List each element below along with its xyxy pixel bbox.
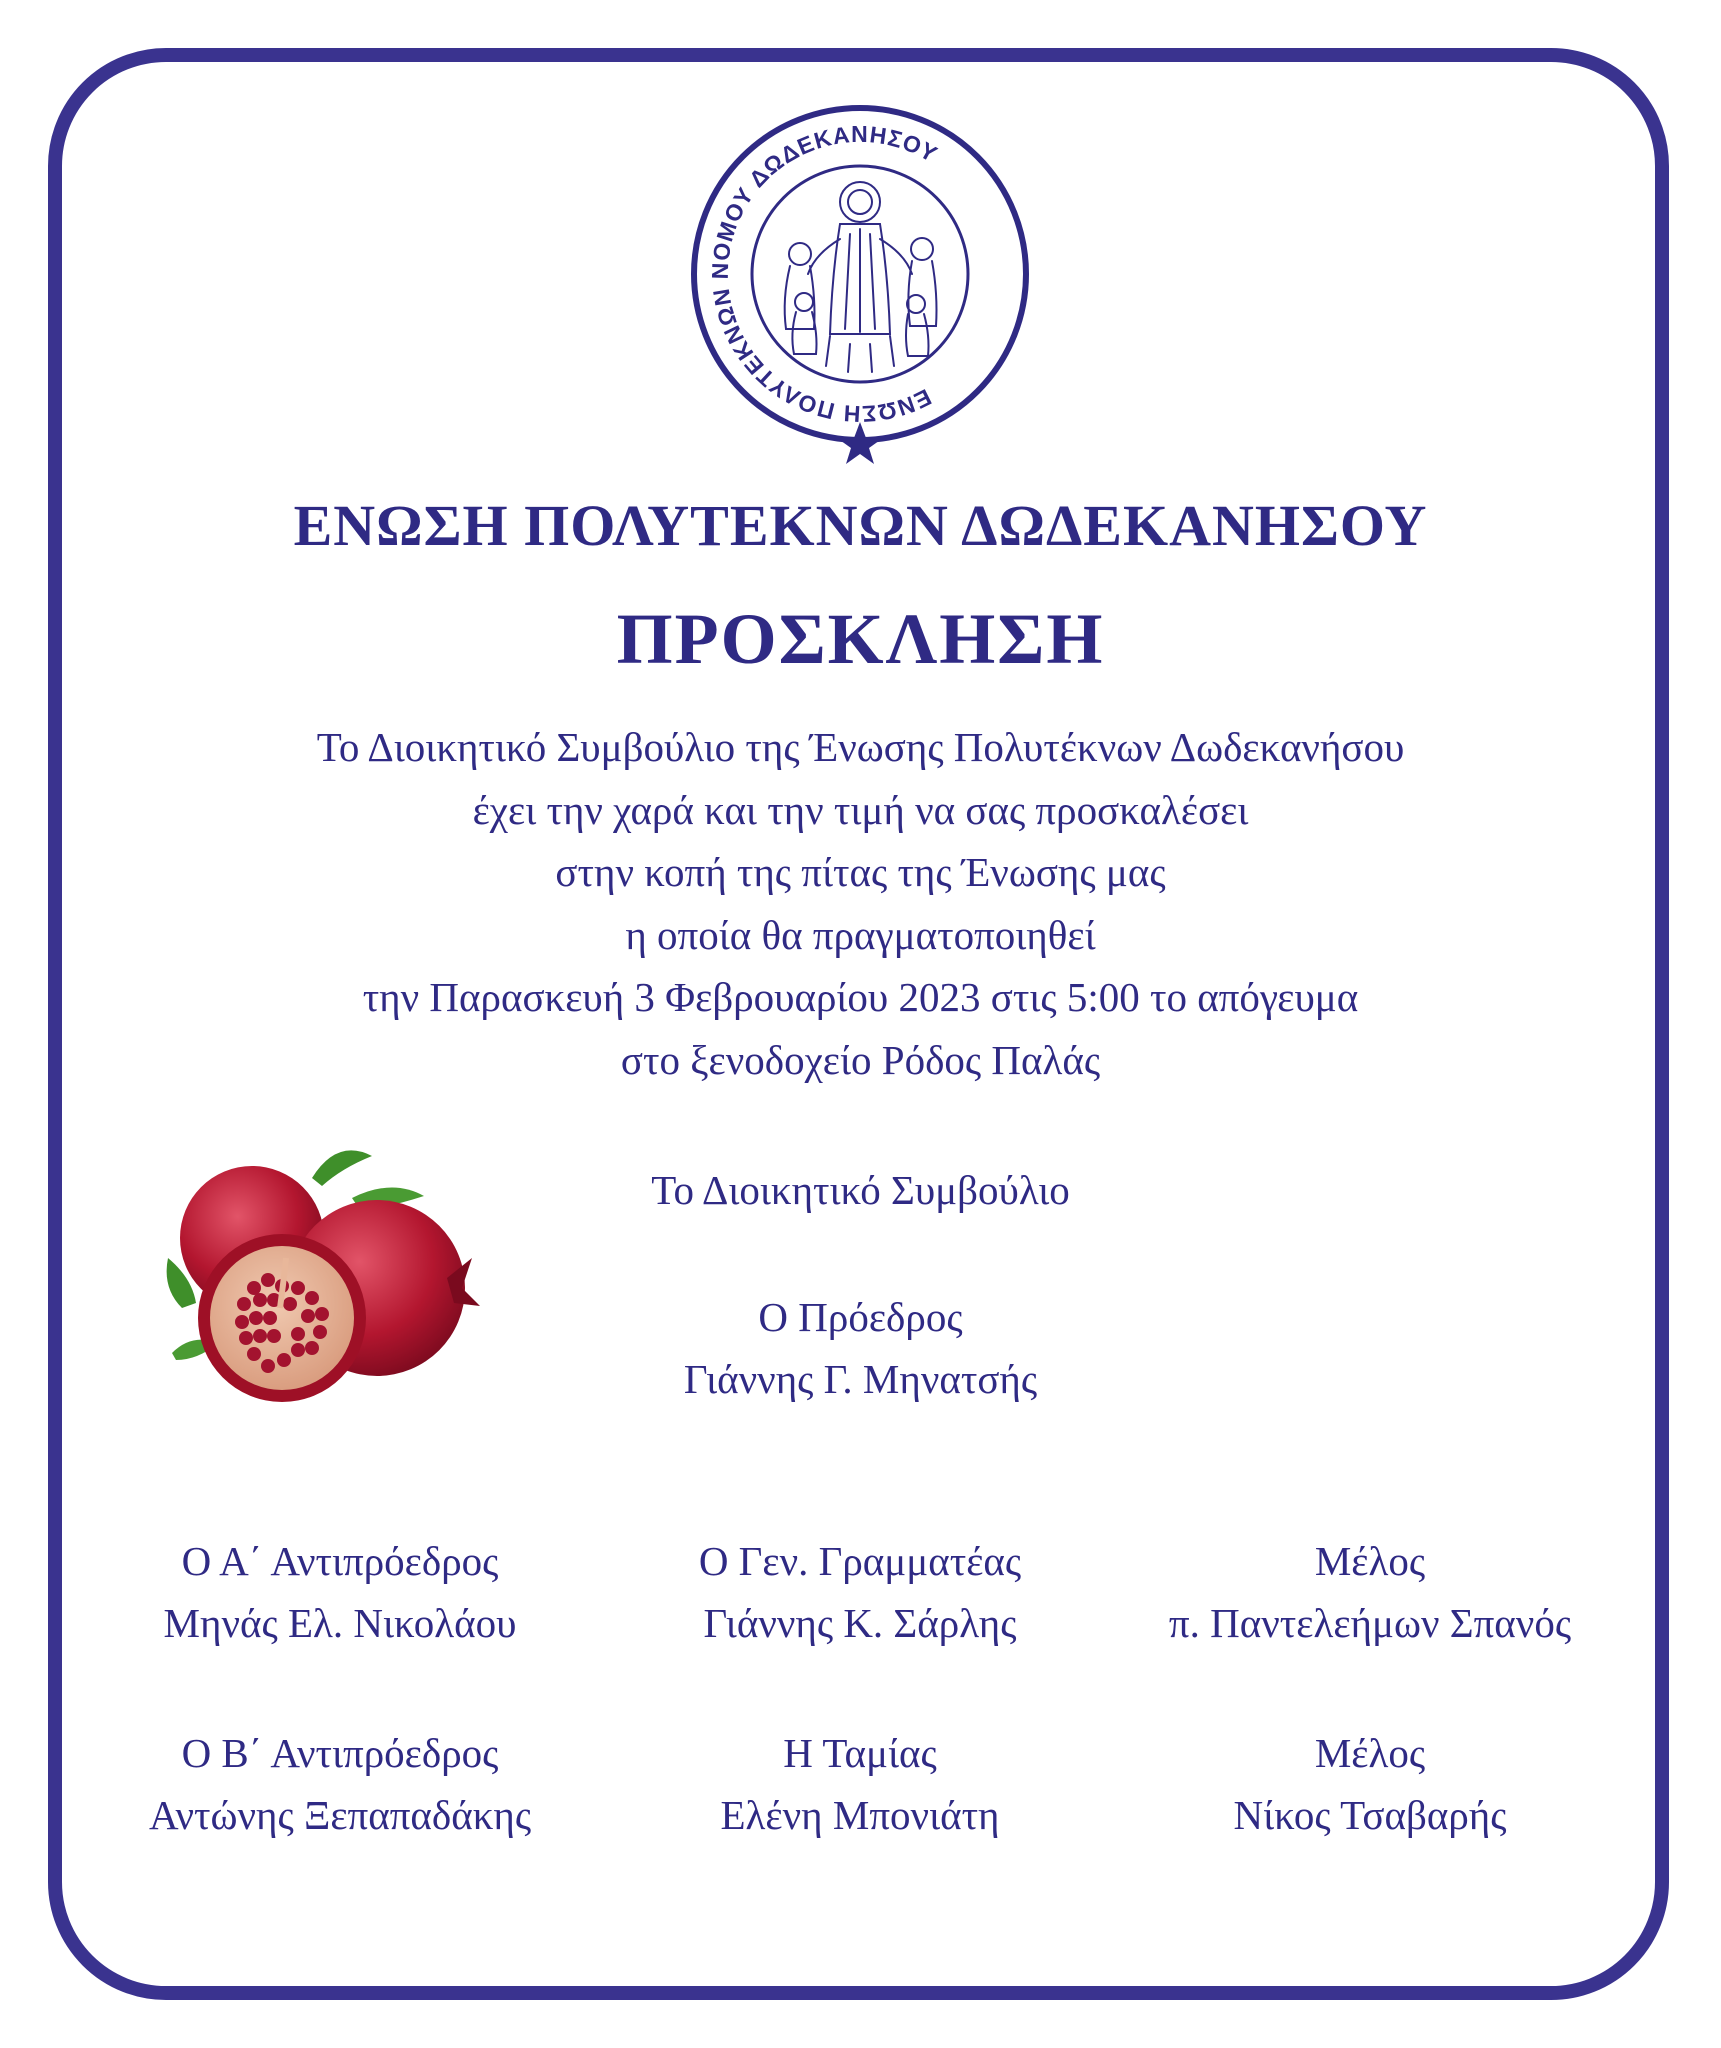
signature-name: Γιάννης Κ. Σάρλης: [703, 1600, 1017, 1646]
signature-block: [600, 1722, 1120, 1846]
president-name: Γιάννης Γ. Μηνατσής: [683, 1356, 1038, 1402]
seal-ring-text: ΕΝΩΣΗ ΠΟΛΥΤΕΚΝΩΝ ΝΟΜΟΥ ΔΩΔΕΚΑΝΗΣΟΥ: [706, 120, 943, 428]
signature-name: Αντώνης Ξεπαπαδάκης: [148, 1792, 532, 1838]
signature-block: [1100, 1722, 1640, 1846]
body-line: στο ξενοδοχείο Ρόδος Παλάς: [620, 1036, 1101, 1083]
signature-role: Ο Β΄ Αντιπρόεδρος: [181, 1730, 499, 1776]
board-label: Το Διοικητικό Συμβούλιο: [651, 1167, 1070, 1213]
organization-title: ΕΝΩΣΗ ΠΟΛΥΤΕΚΝΩΝ ΔΩΔΕΚΑΝΗΣΟΥ: [293, 493, 1428, 558]
signature-name: Ελένη Μπονιάτη: [720, 1792, 1000, 1838]
signature-name: π. Παντελεήμων Σπανός: [1168, 1600, 1572, 1646]
signature-name: Νίκος Τσαβαρής: [1233, 1792, 1507, 1838]
signature-block: [600, 1530, 1120, 1654]
signature-role: Η Ταμίας: [783, 1730, 937, 1776]
body-line: έχει την χαρά και την τιμή να σας προσκαλέσει: [472, 786, 1249, 833]
body-line: Το Διοικητικό Συμβούλιο της Ένωσης Πολυτέκνων Δωδεκανήσου: [316, 724, 1405, 770]
signature-role: Μέλος: [1314, 1730, 1426, 1776]
signature-block: [1100, 1530, 1640, 1654]
body-line: η οποία θα πραγματοποιηθεί: [625, 911, 1096, 958]
invitation-body: [0, 716, 1721, 1091]
president-role: Ο Πρόεδρος: [758, 1294, 963, 1340]
signature-block: [80, 1722, 600, 1846]
body-line: την Παρασκευή 3 Φεβρουαρίου 2023 στις 5:00 το απόγευμα: [362, 974, 1359, 1020]
star-icon: [837, 422, 883, 464]
invitation-heading: ΠΡΟΣΚΛΗΣΗ: [616, 599, 1105, 679]
signature-name: Μηνάς Ελ. Νικολάου: [163, 1600, 517, 1646]
signature-role: Μέλος: [1314, 1538, 1426, 1584]
body-line: στην κοπή της πίτας της Ένωσης μας: [555, 849, 1166, 895]
signature-role: Ο Γεν. Γραμματέας: [698, 1538, 1022, 1584]
association-seal-logo: [680, 104, 1040, 464]
signature-block: [80, 1530, 600, 1654]
signature-role: Ο Α΄ Αντιπρόεδρος: [181, 1538, 499, 1584]
